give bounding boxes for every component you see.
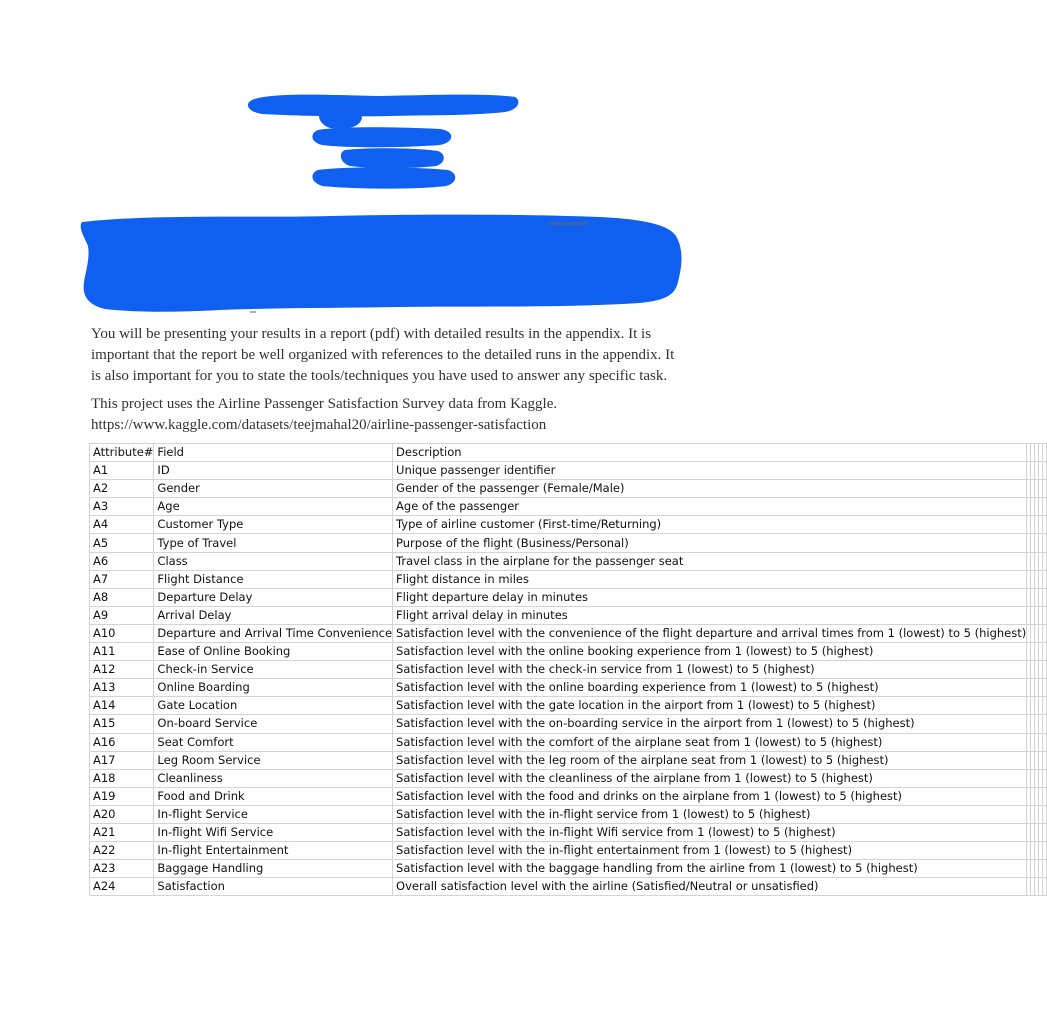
description-cell: Satisfaction level with the in-flight entertainment from 1 (lowest) to 5 (highest)	[393, 842, 1027, 860]
description-cell: Satisfaction level with the gate location in the airport from 1 (lowest) to 5 (highest)	[393, 697, 1027, 715]
attribute-id-cell: A15	[90, 715, 154, 733]
redaction-text-remnant	[250, 311, 256, 313]
attribute-id-cell: A8	[90, 588, 154, 606]
description-cell: Satisfaction level with the cleanliness of the airplane from 1 (lowest) to 5 (highest)	[393, 769, 1027, 787]
empty-cell	[1043, 769, 1047, 787]
description-cell: Unique passenger identifier	[393, 462, 1027, 480]
table-row	[90, 534, 1047, 552]
empty-cell	[1043, 842, 1047, 860]
header-field: Field	[154, 444, 393, 462]
empty-cell	[1043, 570, 1047, 588]
attribute-table	[89, 443, 1047, 896]
table-row	[90, 552, 1047, 570]
field-name-cell: Arrival Delay	[154, 606, 393, 624]
table-row	[90, 643, 1047, 661]
text-line: This project uses the Airline Passenger Satisfaction Survey data from Kaggle.	[91, 396, 558, 412]
table-row	[90, 661, 1047, 679]
attribute-id-cell: A17	[90, 751, 154, 769]
attribute-id-cell: A3	[90, 498, 154, 516]
attribute-id-cell: A13	[90, 679, 154, 697]
empty-cell	[1043, 860, 1047, 878]
empty-cell	[1043, 624, 1047, 642]
description-cell: Type of airline customer (First-time/Returning)	[393, 516, 1027, 534]
field-name-cell: Online Boarding	[154, 679, 393, 697]
attribute-id-cell: A9	[90, 606, 154, 624]
description-cell: Satisfaction level with the online booking experience from 1 (lowest) to 5 (highest)	[393, 643, 1027, 661]
empty-cell	[1043, 751, 1047, 769]
report-instructions-paragraph	[91, 324, 683, 387]
field-name-cell: In-flight Wifi Service	[154, 823, 393, 841]
table-row	[90, 606, 1047, 624]
attribute-id-cell: A22	[90, 842, 154, 860]
table-row	[90, 842, 1047, 860]
text-line: is also important for you to state the tools/techniques you have used to answer any specific task.	[91, 368, 668, 384]
empty-cell	[1043, 661, 1047, 679]
description-cell: Flight arrival delay in minutes	[393, 606, 1027, 624]
description-cell: Satisfaction level with the check-in service from 1 (lowest) to 5 (highest)	[393, 661, 1027, 679]
attribute-id-cell: A19	[90, 787, 154, 805]
field-name-cell: Class	[154, 552, 393, 570]
empty-cell	[1043, 498, 1047, 516]
empty-cell	[1043, 462, 1047, 480]
description-cell: Satisfaction level with the food and drinks on the airplane from 1 (lowest) to 5 (highest)	[393, 787, 1027, 805]
table-row	[90, 715, 1047, 733]
table-row	[90, 679, 1047, 697]
table-row	[90, 498, 1047, 516]
dataset-source-paragraph	[91, 394, 683, 436]
table-row	[90, 462, 1047, 480]
field-name-cell: Gate Location	[154, 697, 393, 715]
empty-cell	[1043, 733, 1047, 751]
field-name-cell: Satisfaction	[154, 878, 393, 896]
table-row	[90, 697, 1047, 715]
header-attribute: Attribute#	[90, 444, 154, 462]
empty-cell	[1043, 805, 1047, 823]
empty-cell	[1043, 534, 1047, 552]
attribute-id-cell: A5	[90, 534, 154, 552]
attribute-id-cell: A20	[90, 805, 154, 823]
field-name-cell: Ease of Online Booking	[154, 643, 393, 661]
table-row	[90, 769, 1047, 787]
table-row	[90, 751, 1047, 769]
empty-cell	[1043, 878, 1047, 896]
table-row	[90, 480, 1047, 498]
redaction-paragraph-block	[81, 215, 682, 312]
field-name-cell: In-flight Service	[154, 805, 393, 823]
description-cell: Overall satisfaction level with the airline (Satisfied/Neutral or unsatisfied)	[393, 878, 1027, 896]
attribute-id-cell: A10	[90, 624, 154, 642]
description-cell: Satisfaction level with the comfort of the airplane seat from 1 (lowest) to 5 (highest)	[393, 733, 1027, 751]
field-name-cell: On-board Service	[154, 715, 393, 733]
table-header-row	[90, 444, 1047, 462]
text-line: You will be presenting your results in a report (pdf) with detailed results in the appendix. It is	[91, 326, 652, 342]
redaction-name-bar	[341, 148, 444, 168]
field-name-cell: Customer Type	[154, 516, 393, 534]
field-name-cell: Type of Travel	[154, 534, 393, 552]
empty-cell	[1043, 606, 1047, 624]
attribute-id-cell: A18	[90, 769, 154, 787]
redaction-marks	[0, 0, 768, 330]
field-name-cell: Seat Comfort	[154, 733, 393, 751]
table-row	[90, 570, 1047, 588]
dataset-url: https://www.kaggle.com/datasets/teejmahal20/airline-passenger-satisfaction	[91, 417, 547, 433]
table-row	[90, 588, 1047, 606]
empty-cell	[1043, 787, 1047, 805]
attribute-id-cell: A16	[90, 733, 154, 751]
header-description: Description	[393, 444, 1027, 462]
field-name-cell: Cleanliness	[154, 769, 393, 787]
table-row	[90, 878, 1047, 896]
description-cell: Satisfaction level with the baggage handling from the airline from 1 (lowest) to 5 (highest)	[393, 860, 1027, 878]
field-name-cell: Food and Drink	[154, 787, 393, 805]
table-row	[90, 733, 1047, 751]
attribute-id-cell: A12	[90, 661, 154, 679]
empty-cell	[1043, 679, 1047, 697]
table-row	[90, 805, 1047, 823]
empty-cell	[1043, 588, 1047, 606]
empty-cell	[1043, 643, 1047, 661]
attribute-id-cell: A4	[90, 516, 154, 534]
field-name-cell: Check-in Service	[154, 661, 393, 679]
empty-cell	[1043, 823, 1047, 841]
empty-cell	[1043, 552, 1047, 570]
description-cell: Satisfaction level with the in-flight Wifi service from 1 (lowest) to 5 (highest)	[393, 823, 1027, 841]
attribute-id-cell: A14	[90, 697, 154, 715]
empty-cell	[1043, 444, 1047, 462]
attribute-table-body	[90, 444, 1047, 896]
table-row	[90, 787, 1047, 805]
text-line: important that the report be well organized with references to the detailed runs in the appendix. It	[91, 347, 675, 363]
attribute-id-cell: A2	[90, 480, 154, 498]
table-row	[90, 624, 1047, 642]
field-name-cell: Flight Distance	[154, 570, 393, 588]
description-cell: Age of the passenger	[393, 498, 1027, 516]
empty-cell	[1043, 480, 1047, 498]
attribute-id-cell: A1	[90, 462, 154, 480]
attribute-id-cell: A24	[90, 878, 154, 896]
description-cell: Satisfaction level with the convenience of the flight departure and arrival times from 1 (lowest) to 5 (highest)	[393, 624, 1027, 642]
field-name-cell: Age	[154, 498, 393, 516]
attribute-id-cell: A6	[90, 552, 154, 570]
empty-cell	[1043, 697, 1047, 715]
field-name-cell: In-flight Entertainment	[154, 842, 393, 860]
field-name-cell: Leg Room Service	[154, 751, 393, 769]
field-name-cell: Baggage Handling	[154, 860, 393, 878]
redaction-date-bar	[312, 167, 455, 188]
redaction-title-bar	[248, 95, 518, 117]
attribute-id-cell: A7	[90, 570, 154, 588]
description-cell: Satisfaction level with the in-flight service from 1 (lowest) to 5 (highest)	[393, 805, 1027, 823]
redaction-text-remnant	[548, 222, 588, 225]
attribute-id-cell: A23	[90, 860, 154, 878]
description-cell: Purpose of the flight (Business/Personal)	[393, 534, 1027, 552]
description-cell: Satisfaction level with the online boarding experience from 1 (lowest) to 5 (highest)	[393, 679, 1027, 697]
field-name-cell: Departure and Arrival Time Convenience	[154, 624, 393, 642]
empty-cell	[1043, 516, 1047, 534]
attribute-id-cell: A11	[90, 643, 154, 661]
description-cell: Satisfaction level with the leg room of the airplane seat from 1 (lowest) to 5 (highest)	[393, 751, 1027, 769]
redaction-subtitle-bar	[312, 127, 451, 147]
description-cell: Flight distance in miles	[393, 570, 1027, 588]
attribute-id-cell: A21	[90, 823, 154, 841]
description-cell: Flight departure delay in minutes	[393, 588, 1027, 606]
table-row	[90, 860, 1047, 878]
description-cell: Gender of the passenger (Female/Male)	[393, 480, 1027, 498]
description-cell: Satisfaction level with the on-boarding service in the airport from 1 (lowest) to 5 (highest)	[393, 715, 1027, 733]
field-name-cell: ID	[154, 462, 393, 480]
table-row	[90, 516, 1047, 534]
empty-cell	[1043, 715, 1047, 733]
field-name-cell: Gender	[154, 480, 393, 498]
table-row	[90, 823, 1047, 841]
field-name-cell: Departure Delay	[154, 588, 393, 606]
description-cell: Travel class in the airplane for the passenger seat	[393, 552, 1027, 570]
attribute-table-container	[89, 443, 1027, 897]
